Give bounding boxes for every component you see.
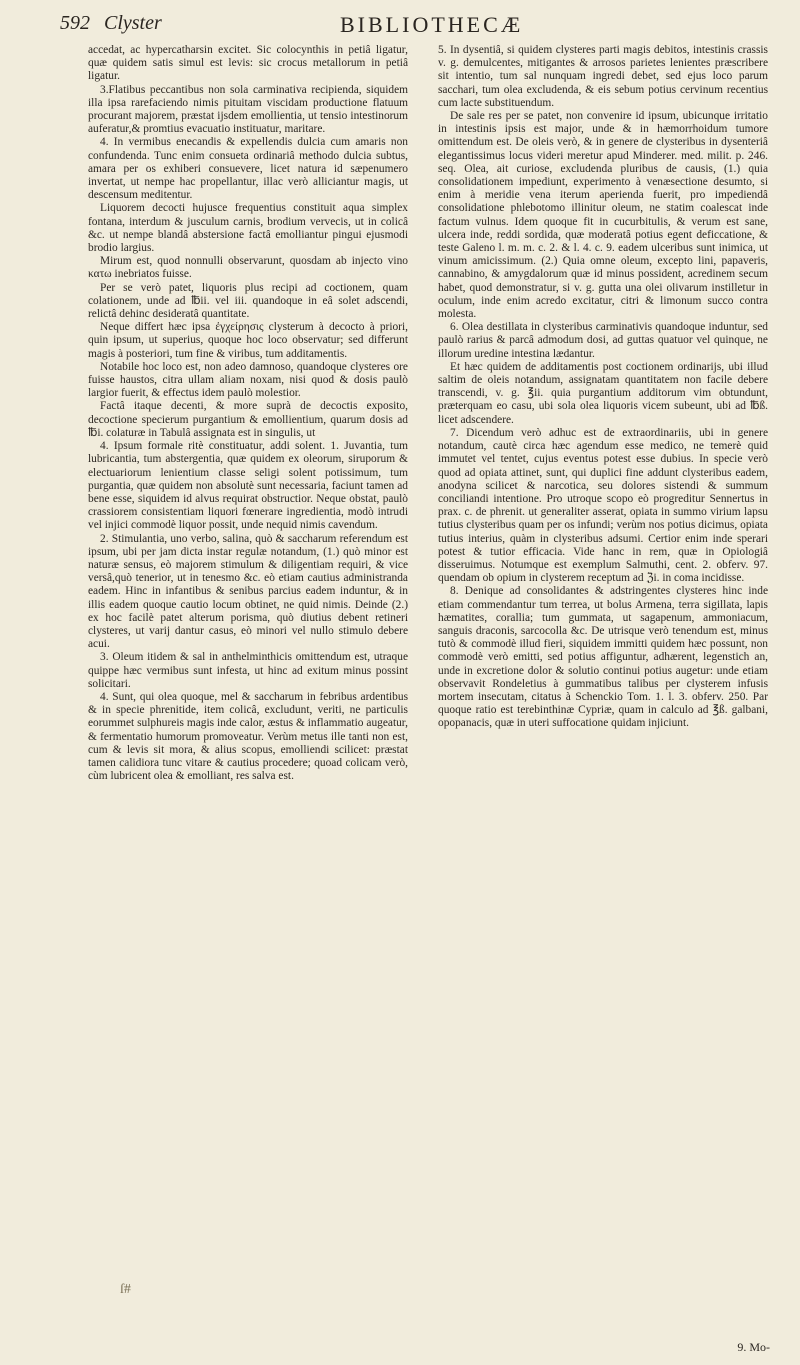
- page-number: 592: [60, 12, 90, 34]
- paragraph: 7. Dicendum verò adhuc est de extraordinariis, ubi in genere notandum, cautè circa hæc agendum esse medico, ne temerè quid immutet vel tentet, cujus eventus potest esse dubius. In specie verò quod ad opiata attinet, sunt, qui duplici fine addunt clysteribus eadem, anodyna scilicet & narcotica, seu dolores sistendi & summum conciliandi intentione. Pro utroque scopo eò progreditur Sennertus in prax. c. de phrenit. ut generaliter asserat, opiata in summo virium lapsu tutius clysteribus quam per os infundi; verùm nos potius dicimus, opiata tutius interius, quàm in clysteribus adsumi. Certior enim inde sperari potest & tutior efficacia. Vide hanc in rem, quæ in Opiologiâ disseruimus. Notumque est exemplum Salmuthi, cent. 2. obferv. 97. quendam ob opium in clysterem receptum ad ℨi. in coma incidisse.: [438, 426, 768, 585]
- paragraph: Liquorem decocti hujusce frequentius constituit aqua simplex fontana, interdum & jusculum carnis, brodium vervecis, ut in colicâ &c. ut nempe blandâ abstersione factâ emolliantur pingui ejusmodi brodio largius.: [88, 202, 408, 255]
- paragraph: 3. Oleum itidem & sal in anthelminthicis omittendum est, utraque quippe hæc vermibus sunt infesta, ut hinc ad exitum minus possint solicitari.: [88, 651, 408, 690]
- paragraph: 4. Sunt, qui olea quoque, mel & saccharum in febribus ardentibus & in specie phrenitide, item colicâ, excludunt, veriti, ne particulis eorummet sulphureis magis inde calor, æstus & inflammatio augeatur, & fermentatio humorum promoveatur. Verùm metus ille tanti non est, cum & levis sit mora, & alius scopus, emolliendi scilicet: præstat tamen calidiora tunc vitare & cautius procedere; quoad colicam verò, cùm lubricent olea & emolliant, res salva est.: [88, 690, 408, 783]
- paragraph: De sale res per se patet, non convenire id ipsum, ubicunque irritatio in intestinis ipsis est major, unde & in hæmorrhoidum tumore omittendum est. De oleis verò, & in genere de clysteribus in dysenteriâ elegantissimus locus videri meretur apud Minderer. med. milit. p. 246. seq. Olea, ait curiose, excludenda pluribus de causis, (1.) quia consolidationem impediunt, experimento à venæsectione desumto, si enim à meridie vena iterum aperienda fuerit, pro impediendâ consolidatione phlebotomo illinitur oleum, ne statim coalescat inde factum vulnus. Idem quoque fit in cucurbitulis, & verum est sane, ulcera inde, reddi sordida, quæ moderatâ potius egent deficcatione, & teste Galeno l. m. m. c. 2. & l. 4. c. 9. eadem ulceribus sunt inimica, ut vinum amicissimum. (2.) Quia omne oleum, excepto lini, papaveris, cannabino, & amygdalorum quæ id minus possident, acredinem secum habet, quod demonstratur, si v. g. gutta una olei olivarum instilletur in oculum, inde enim acredo excitatur, citri & limonum succo contra molesta.: [438, 110, 768, 321]
- catchword: 9. Mo-: [737, 1340, 770, 1354]
- paragraph: accedat, ac hypercatharsin excitet. Sic colocynthis in petiâ ligatur, quæ quidem satis simul est levis: sic crocus metallorum in petiâ ligatur.: [88, 44, 408, 83]
- paragraph: 4. In vermibus enecandis & expellendis dulcia cum amaris non confundenda. Tunc enim consueta ordinariâ methodo dulcia subtus, amara per os exhiberi consuevere, licet natura id sæpenumero invertat, ut nempe hac propellantur, illac verò alliciantur magis, ut descensum meditentur.: [88, 136, 408, 202]
- paragraph: Factâ itaque decenti, & more suprà de decoctis exposito, decoctione specierum purgantium & emollientium, quarum dosis ad ℔i. colaturæ in Tabulâ assignata est in singulis, ut: [88, 400, 408, 439]
- paragraph: 5. In dysentiâ, si quidem clysteres parti magis debitos, intestinis crassis v. g. demulcentes, mitigantes & arrosos parietes lenientes præscribere sit intentio, tum sal nunquam ingredi debet, sed ejus loco parum sacchari, tum olea excludenda, & eis sebum potius cervinum recentius cum lacte substituendum.: [438, 44, 768, 109]
- paragraph: 6. Olea destillata in clysteribus carminativis quandoque induntur, sed paulò rarius & parcâ admodum dosi, ad guttas quatuor vel quinque, ne illorum uredine intestina lædantur.: [438, 321, 768, 360]
- paragraph: 3.Flatibus peccantibus non sola carminativa recipienda, siquidem illa ipsa rarefaciendo nimis pituitam viscidam productione flatuum procurant majorem, præstat ijsdem emollientia, ut tensio intestinorum auferatur,& promtius evacuatio instituatur, maritare.: [88, 83, 408, 136]
- paragraph: Mirum est, quod nonnulli observarunt, quosdam ab injecto vino κατω inebriatos fuisse.: [88, 255, 408, 281]
- margin-mark: ſ#: [120, 1282, 131, 1297]
- running-title: BIBLIOTHECÆ: [340, 12, 524, 37]
- paragraph: 8. Denique ad consolidantes & adstringentes clysteres hinc inde etiam commendantur tum terrea, ut bolus Armena, terra sigillata, lapis hæmatites, corallia; tum gummata, ut sagapenum, ammoniacum, sanguis draconis, sarcocolla &c. De utrisque verò tenendum est, minus tutò & commodè illud fieri, siquidem immitti quidem hæc possunt, non commodè verò emitti, sed potius affiguntur, adhærent, legenstich an, unde in excretione dolor & solutio continui potius augetur: unde etiam observavit Rondeletius à gummatibus talibus per clysterem infusis mortem insecutam, citatus à Schenckio Tom. 1. l. 3. obferv. 250. Par quoque ratio est terebinthinæ Cypriæ, quam in calculo ad ℥ß. galbani, opopanacis, quæ in uteri suffocatione quidam injiciunt.: [438, 585, 768, 730]
- paragraph: Neque differt hæc ipsa ἐγχείρησις clysterum à decocto à priori, quin ipsum, ut superius, quoque hoc loco observatur; sed differunt magis à posteriori, tum fine & viribus, tum additamentis.: [88, 321, 408, 360]
- paragraph: Per se verò patet, liquoris plus recipi ad coctionem, quam colationem, unde ad ℔ii. vel iii. quandoque in eâ solet adscendi, relictâ dehinc desideratâ quantitate.: [88, 281, 408, 321]
- paragraph: 4. Ipsum formale ritè constituatur, addi solent. 1. Juvantia, tum lubricantia, tum abstergentia, quæ quidem ex oleorum, siruporum & electuariorum lenientium classe seligi solent potissimum, tum purgantia, quæ quidem non absolutè sunt necessaria, faciunt tamen ad bene esse, siquidem id alvus requirat obstructior. Neque obstat, paulò crassiorem consistentiam liquori fœnerare ingredientia, modò intrudi vel injici commodè liquor possit, unde nequid nimis cavendum.: [88, 440, 408, 532]
- running-word: Clyster: [104, 12, 162, 34]
- page-header: [60, 12, 760, 40]
- right-column: [438, 44, 768, 731]
- left-column: [88, 44, 408, 783]
- paragraph: Et hæc quidem de additamentis post coctionem ordinarijs, ubi illud saltim de oleis notandum, assignatam quantitatem non facile debere transcendi, v. g. ℥ii. quia purgantium additorum vim obtundunt, præterquam eo casu, ubi sola olea liquoris vicem subeunt, ubi ad ℔ß. licet adscendere.: [438, 360, 768, 426]
- paragraph: Notabile hoc loco est, non adeo damnoso, quandoque clysteres ore fuisse haustos, citra ullam aliam noxam, nisi quod & dosis paulò largior fuerit, & effectus idem paulò molestior.: [88, 360, 408, 400]
- paragraph: 2. Stimulantia, uno verbo, salina, quò & saccharum referendum est ipsum, ubi per jam dicta instar regulæ notandum, (1.) quò minor est naturæ sensus, eò majorem stimulum & diligentiam requiri, & vice versâ,quò tenerior, ut in tenesmo &c. eò etiam cautius administranda eadem. Hinc in infantibus & senibus parcius eadem induntur, & in illis eadem quoque cautio locum obtinet, ne quid nimis. Deinde (2.) ex hoc facilè patet alterum porisma, quò diutius debent retineri clysteres, ut varij dantur casus, eò minori vel nullo stimulo debere acui.: [88, 532, 408, 651]
